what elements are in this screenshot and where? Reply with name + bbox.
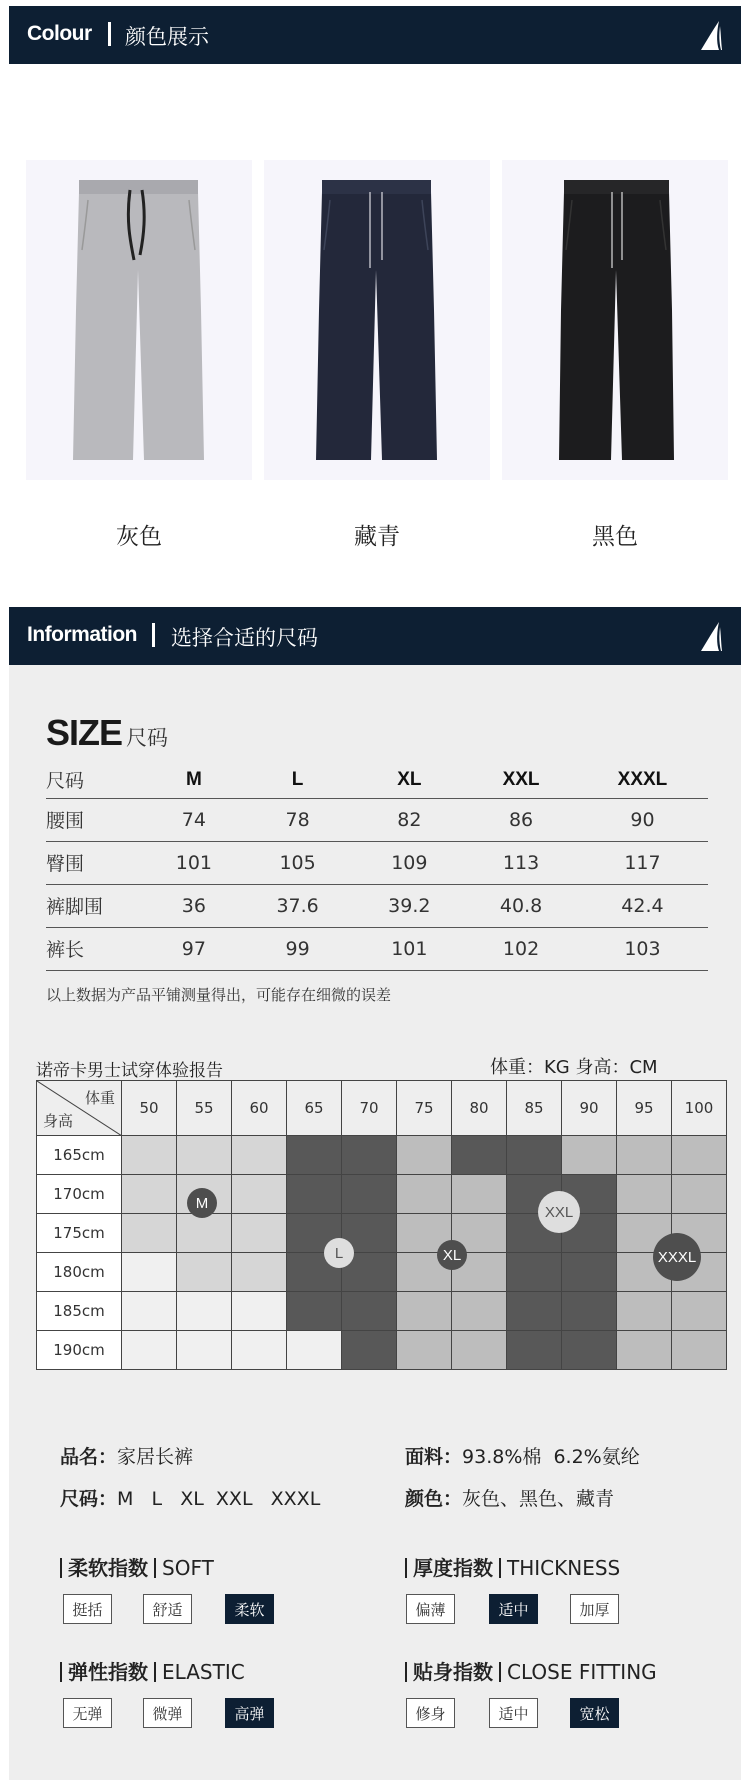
row-label: 臀围	[46, 841, 146, 884]
fit-cell	[617, 1292, 672, 1331]
fit-cell	[562, 1253, 617, 1292]
index-bar	[154, 1558, 156, 1578]
colour-banner	[9, 6, 741, 64]
table-cell: 82	[353, 798, 465, 841]
weight-header: 55	[177, 1081, 232, 1136]
table-cell: 105	[242, 841, 354, 884]
color-name-navy: 藏青	[354, 524, 400, 550]
fit-cell	[287, 1331, 342, 1370]
fit-cell	[452, 1175, 507, 1214]
chip-fitting-1[interactable]: 适中	[489, 1698, 538, 1728]
size-header-cell: XL	[353, 762, 465, 798]
fit-cell	[672, 1292, 727, 1331]
fit-cell	[507, 1253, 562, 1292]
fit-cell	[452, 1136, 507, 1175]
height-header: 165cm	[37, 1136, 122, 1175]
index-en: SOFT	[162, 1556, 214, 1580]
chip-soft-0[interactable]: 挺括	[63, 1594, 112, 1624]
product-name-label: 品名：	[60, 1446, 118, 1468]
product-color	[405, 1484, 614, 1511]
product-fabric-label: 面料：	[405, 1446, 463, 1468]
fit-cell	[232, 1175, 287, 1214]
fit-cell	[122, 1214, 177, 1253]
product-fabric	[405, 1442, 640, 1469]
size-header-cell: XXXL	[577, 762, 708, 798]
table-cell: 113	[465, 841, 577, 884]
table-cell: 99	[242, 927, 354, 970]
fit-report-units: 体重：KG 身高：CM	[490, 1057, 658, 1078]
weight-header: 60	[232, 1081, 287, 1136]
table-cell: 78	[242, 798, 354, 841]
chip-elastic-0[interactable]: 无弹	[63, 1698, 112, 1728]
fit-cell	[562, 1292, 617, 1331]
fit-cell	[507, 1331, 562, 1370]
chip-soft-2[interactable]: 柔软	[225, 1594, 274, 1624]
row-label: 裤长	[46, 927, 146, 970]
pants-black-icon	[502, 160, 728, 480]
fit-grid-row	[37, 1136, 727, 1175]
color-name-gray: 灰色	[116, 524, 162, 550]
fit-cell	[507, 1136, 562, 1175]
weight-header: 95	[617, 1081, 672, 1136]
size-badge-xxl: XXL	[538, 1191, 580, 1233]
fit-cell	[177, 1292, 232, 1331]
corner-height-label: 身高	[43, 1112, 74, 1130]
size-header-cell: L	[242, 762, 354, 798]
height-header: 180cm	[37, 1253, 122, 1292]
fit-cell	[397, 1175, 452, 1214]
fit-report-title: 诺帝卡男士试穿体验报告	[36, 1061, 223, 1081]
fit-cell	[397, 1136, 452, 1175]
size-table-header	[46, 762, 708, 798]
index-bar	[60, 1662, 62, 1682]
chip-elastic-1[interactable]: 微弹	[143, 1698, 192, 1728]
fit-grid-corner	[37, 1081, 122, 1136]
table-cell: 40.8	[465, 884, 577, 927]
weight-header: 80	[452, 1081, 507, 1136]
product-fabric-value: 93.8%棉 6.2%氨纶	[462, 1446, 640, 1468]
fit-cell	[122, 1136, 177, 1175]
color-name-black: 黑色	[592, 524, 638, 550]
height-header: 170cm	[37, 1175, 122, 1214]
weight-header: 85	[507, 1081, 562, 1136]
fit-cell	[617, 1175, 672, 1214]
table-cell: 39.2	[353, 884, 465, 927]
fit-cell	[177, 1331, 232, 1370]
fit-cell	[672, 1175, 727, 1214]
product-name-value: 家居长裤	[117, 1446, 194, 1468]
size-badge-xl: XL	[437, 1240, 467, 1270]
banner-divider	[108, 22, 111, 46]
fit-cell	[452, 1331, 507, 1370]
index-close-fitting	[405, 1656, 657, 1685]
size-title-big: SIZE	[46, 712, 123, 753]
table-row	[46, 841, 708, 884]
fit-cell	[232, 1331, 287, 1370]
fit-grid-row	[37, 1331, 727, 1370]
height-header: 185cm	[37, 1292, 122, 1331]
size-title	[46, 712, 168, 754]
index-cn: 柔软指数	[68, 1556, 148, 1580]
product-photo-black[interactable]	[502, 160, 728, 480]
index-bar	[60, 1558, 62, 1578]
fit-cell	[232, 1136, 287, 1175]
table-cell: 109	[353, 841, 465, 884]
size-header-cell: 尺码	[46, 762, 146, 798]
product-photo-gray[interactable]	[26, 160, 252, 480]
index-cn: 弹性指数	[68, 1660, 148, 1684]
weight-header: 90	[562, 1081, 617, 1136]
fit-cell	[672, 1136, 727, 1175]
weight-header: 75	[397, 1081, 452, 1136]
banner-divider	[152, 623, 155, 647]
index-elastic	[60, 1656, 245, 1685]
fit-cell	[122, 1253, 177, 1292]
index-bar	[405, 1558, 407, 1578]
weight-header: 100	[672, 1081, 727, 1136]
product-size	[60, 1484, 320, 1511]
sail-logo-icon	[699, 20, 723, 52]
fit-cell	[232, 1292, 287, 1331]
sail-logo-icon	[699, 621, 723, 653]
chip-thickness-1[interactable]: 适中	[489, 1594, 538, 1624]
fit-cell	[397, 1331, 452, 1370]
pants-gray-icon	[26, 160, 252, 480]
height-header: 190cm	[37, 1331, 122, 1370]
fit-cell	[287, 1136, 342, 1175]
fit-cell	[617, 1331, 672, 1370]
index-cn: 贴身指数	[413, 1660, 493, 1684]
fit-cell	[562, 1136, 617, 1175]
index-cn: 厚度指数	[413, 1556, 493, 1580]
table-cell: 117	[577, 841, 708, 884]
product-size-value: M L XL XXL XXXL	[117, 1488, 321, 1510]
table-row	[46, 798, 708, 841]
size-table	[46, 762, 708, 971]
fit-grid-row	[37, 1253, 727, 1292]
row-label: 裤脚围	[46, 884, 146, 927]
fit-cell	[287, 1292, 342, 1331]
fit-cell	[232, 1214, 287, 1253]
fit-cell	[562, 1331, 617, 1370]
table-cell: 36	[146, 884, 242, 927]
size-badge-l: L	[324, 1238, 354, 1268]
fit-cell	[617, 1136, 672, 1175]
fit-cell	[507, 1292, 562, 1331]
fit-cell	[342, 1175, 397, 1214]
table-cell: 101	[146, 841, 242, 884]
fit-cell	[287, 1175, 342, 1214]
size-header-cell: M	[146, 762, 242, 798]
fit-cell	[122, 1292, 177, 1331]
colour-banner-en: Colour	[27, 22, 92, 45]
fit-cell	[177, 1136, 232, 1175]
fit-cell	[122, 1175, 177, 1214]
size-title-small: 尺码	[126, 726, 169, 750]
colour-banner-cn: 颜色展示	[125, 25, 209, 49]
fit-grid-row	[37, 1292, 727, 1331]
fit-cell	[342, 1136, 397, 1175]
index-soft	[60, 1552, 214, 1581]
index-thickness	[405, 1552, 620, 1581]
chip-thickness-2[interactable]: 加厚	[570, 1594, 619, 1624]
chip-soft-1[interactable]: 舒适	[143, 1594, 192, 1624]
fit-cell	[177, 1253, 232, 1292]
height-header: 175cm	[37, 1214, 122, 1253]
fit-grid	[36, 1080, 727, 1370]
table-cell: 86	[465, 798, 577, 841]
corner-weight-label: 体重	[84, 1089, 115, 1107]
fit-grid-row	[37, 1175, 727, 1214]
weight-header: 70	[342, 1081, 397, 1136]
info-banner	[9, 607, 741, 665]
fit-cell	[122, 1331, 177, 1370]
info-banner-en: Information	[27, 623, 137, 646]
weight-header: 65	[287, 1081, 342, 1136]
fit-cell	[672, 1331, 727, 1370]
fit-grid-row	[37, 1214, 727, 1253]
index-en: THICKNESS	[507, 1556, 621, 1580]
fit-cell	[232, 1253, 287, 1292]
product-color-label: 颜色：	[405, 1488, 463, 1510]
table-cell: 42.4	[577, 884, 708, 927]
product-size-label: 尺码：	[60, 1488, 118, 1510]
table-cell: 74	[146, 798, 242, 841]
index-bar	[499, 1662, 501, 1682]
fit-grid-header	[37, 1081, 727, 1136]
table-cell: 97	[146, 927, 242, 970]
index-en: ELASTIC	[162, 1660, 245, 1684]
index-bar	[154, 1662, 156, 1682]
product-photo-navy[interactable]	[264, 160, 490, 480]
product-name	[60, 1442, 193, 1469]
chip-fitting-2[interactable]: 宽松	[570, 1698, 619, 1728]
size-badge-m: M	[187, 1188, 217, 1218]
weight-header: 50	[122, 1081, 177, 1136]
fit-cell	[342, 1331, 397, 1370]
index-bar	[405, 1662, 407, 1682]
table-row	[46, 927, 708, 970]
chip-fitting-0[interactable]: 修身	[406, 1698, 455, 1728]
row-label: 腰围	[46, 798, 146, 841]
chip-elastic-2[interactable]: 高弹	[225, 1698, 274, 1728]
size-badge-xxxl: XXXL	[653, 1233, 701, 1281]
fit-cell	[177, 1214, 232, 1253]
product-color-value: 灰色、黑色、藏青	[462, 1488, 615, 1510]
index-bar	[499, 1558, 501, 1578]
table-cell: 102	[465, 927, 577, 970]
size-header-cell: XXL	[465, 762, 577, 798]
table-cell: 37.6	[242, 884, 354, 927]
chip-thickness-0[interactable]: 偏薄	[406, 1594, 455, 1624]
table-cell: 101	[353, 927, 465, 970]
table-cell: 103	[577, 927, 708, 970]
index-en: CLOSE FITTING	[507, 1660, 657, 1684]
fit-cell	[342, 1292, 397, 1331]
table-cell: 90	[577, 798, 708, 841]
info-banner-cn: 选择合适的尺码	[171, 626, 318, 650]
table-row	[46, 884, 708, 927]
size-note: 以上数据为产品平铺测量得出，可能存在细微的误差	[46, 986, 392, 1004]
fit-cell	[452, 1292, 507, 1331]
fit-cell	[397, 1292, 452, 1331]
pants-navy-icon	[264, 160, 490, 480]
